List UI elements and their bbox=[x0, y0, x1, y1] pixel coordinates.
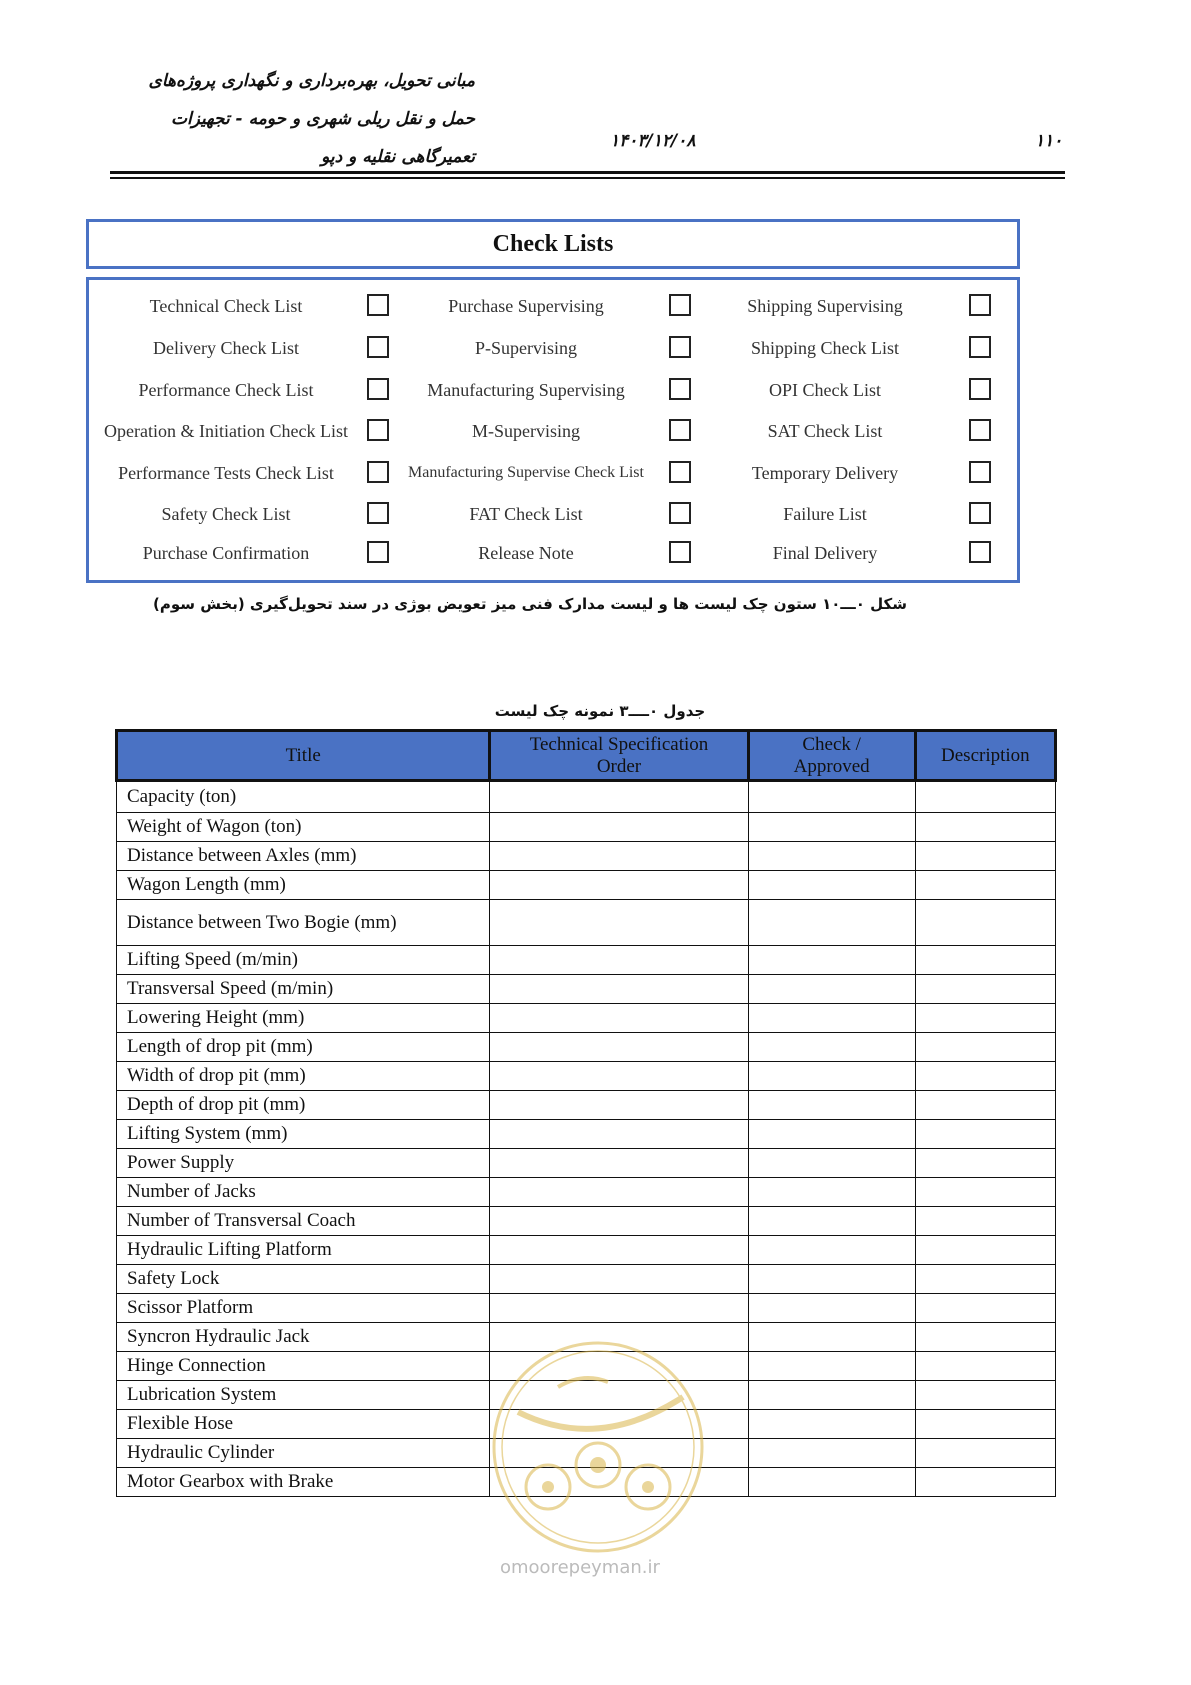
row-description-cell[interactable] bbox=[915, 900, 1055, 946]
row-description-cell[interactable] bbox=[915, 842, 1055, 871]
header-description: Description bbox=[915, 731, 1055, 781]
checklist-item-label: Performance Check List bbox=[138, 380, 314, 400]
checklist-item bbox=[89, 500, 1017, 528]
checklist-title-box bbox=[86, 219, 1020, 269]
table-row bbox=[117, 781, 1056, 813]
row-check-approved-cell[interactable] bbox=[748, 1207, 915, 1236]
row-technical-specification-cell[interactable] bbox=[490, 781, 748, 813]
table-caption: جدول ۰ــــ۳ نمونه چک لیست bbox=[494, 702, 706, 720]
row-title: Scissor Platform bbox=[117, 1294, 490, 1323]
row-description-cell[interactable] bbox=[915, 1381, 1055, 1410]
table-row bbox=[117, 1062, 1056, 1091]
checklist-item-label: Delivery Check List bbox=[153, 338, 299, 358]
checklist-item bbox=[89, 459, 1017, 487]
row-technical-specification-cell[interactable] bbox=[490, 1091, 748, 1120]
row-description-cell[interactable] bbox=[915, 1004, 1055, 1033]
row-description-cell[interactable] bbox=[915, 1265, 1055, 1294]
row-title: Hinge Connection bbox=[117, 1352, 490, 1381]
row-technical-specification-cell[interactable] bbox=[490, 1033, 748, 1062]
checklist-item-label: Safety Check List bbox=[161, 504, 291, 524]
title-line: مبانی تحویل، بهره‌برداری و نگهداری پروژه‌های bbox=[148, 71, 475, 91]
row-description-cell[interactable] bbox=[915, 1294, 1055, 1323]
row-check-approved-cell[interactable] bbox=[748, 1033, 915, 1062]
row-description-cell[interactable] bbox=[915, 1120, 1055, 1149]
row-technical-specification-cell[interactable] bbox=[490, 975, 748, 1004]
table-row bbox=[117, 1178, 1056, 1207]
checklist-item-label: Operation & Initiation Check List bbox=[104, 421, 348, 441]
row-description-cell[interactable] bbox=[915, 1410, 1055, 1439]
checklist-item-label: OPI Check List bbox=[769, 380, 881, 400]
row-technical-specification-cell[interactable] bbox=[490, 1236, 748, 1265]
row-title: Syncron Hydraulic Jack bbox=[117, 1323, 490, 1352]
row-title: Depth of drop pit (mm) bbox=[117, 1091, 490, 1120]
checklist-item bbox=[89, 292, 1017, 320]
table-row bbox=[117, 1091, 1056, 1120]
checklist-item bbox=[89, 376, 1017, 404]
title-line: تعمیرگاهی نقلیه و دپو bbox=[321, 147, 475, 167]
checklist-item-label: Purchase Confirmation bbox=[142, 543, 310, 563]
checklist-item-label: Shipping Supervising bbox=[747, 296, 903, 316]
table-row bbox=[117, 1207, 1056, 1236]
row-check-approved-cell[interactable] bbox=[748, 781, 915, 813]
row-title: Capacity (ton) bbox=[117, 781, 490, 813]
header-title: Title bbox=[117, 731, 490, 781]
header-check-approved: Check / Approved bbox=[748, 731, 915, 781]
checklist-item-label: Failure List bbox=[783, 504, 867, 524]
checklist-panel bbox=[86, 277, 1020, 583]
row-check-approved-cell[interactable] bbox=[748, 1439, 915, 1468]
row-technical-specification-cell[interactable] bbox=[490, 1120, 748, 1149]
row-technical-specification-cell[interactable] bbox=[490, 1178, 748, 1207]
row-title: Flexible Hose bbox=[117, 1410, 490, 1439]
checklist-item-label: M-Supervising bbox=[472, 421, 580, 441]
row-description-cell[interactable] bbox=[915, 1207, 1055, 1236]
row-technical-specification-cell[interactable] bbox=[490, 1207, 748, 1236]
page-number: ۱۱۰ bbox=[1035, 131, 1063, 151]
row-title: Lifting Speed (m/min) bbox=[117, 946, 490, 975]
table-row bbox=[117, 1265, 1056, 1294]
row-description-cell[interactable] bbox=[915, 1352, 1055, 1381]
row-check-approved-cell[interactable] bbox=[748, 1178, 915, 1207]
row-title: Weight of Wagon (ton) bbox=[117, 813, 490, 842]
row-title: Lifting System (mm) bbox=[117, 1120, 490, 1149]
row-technical-specification-cell[interactable] bbox=[490, 871, 748, 900]
row-title: Power Supply bbox=[117, 1149, 490, 1178]
checklist-title: Check Lists bbox=[492, 230, 614, 257]
checklist-item-label: Manufacturing Supervise Check List bbox=[408, 464, 644, 481]
header-rule bbox=[110, 171, 1065, 174]
title-line: حمل و نقل ریلی شهری و حومه - تجهیزات bbox=[170, 109, 475, 129]
figure-caption: شکل ۰ـــ۱۰ ستون چک لیست ها و لیست مدارک فنی میز تعویض بوژی در سند تحویل‌گیری (بخش سوم) bbox=[152, 595, 908, 613]
checklist-checkbox[interactable] bbox=[969, 541, 991, 563]
row-title: Transversal Speed (m/min) bbox=[117, 975, 490, 1004]
row-description-cell[interactable] bbox=[915, 1439, 1055, 1468]
checklist-item-label: Manufacturing Supervising bbox=[427, 380, 625, 400]
checklist-checkbox[interactable] bbox=[969, 336, 991, 358]
row-technical-specification-cell[interactable] bbox=[490, 1294, 748, 1323]
watermark-url: omoorepeyman.ir bbox=[500, 1557, 660, 1578]
row-title: Lowering Height (mm) bbox=[117, 1004, 490, 1033]
table-row bbox=[117, 1294, 1056, 1323]
watermark-logo bbox=[488, 1337, 708, 1557]
row-title: Distance between Axles (mm) bbox=[117, 842, 490, 871]
checklist-item-label: Shipping Check List bbox=[751, 338, 899, 358]
row-technical-specification-cell[interactable] bbox=[490, 813, 748, 842]
checklist-item bbox=[89, 417, 1017, 445]
row-technical-specification-cell[interactable] bbox=[490, 946, 748, 975]
row-check-approved-cell[interactable] bbox=[748, 1120, 915, 1149]
checklist-item-label: SAT Check List bbox=[767, 421, 883, 441]
row-description-cell[interactable] bbox=[915, 871, 1055, 900]
row-title: Width of drop pit (mm) bbox=[117, 1062, 490, 1091]
checklist-item-label: Temporary Delivery bbox=[751, 463, 899, 483]
row-description-cell[interactable] bbox=[915, 975, 1055, 1004]
row-technical-specification-cell[interactable] bbox=[490, 842, 748, 871]
row-check-approved-cell[interactable] bbox=[748, 900, 915, 946]
checklist-item-label: Final Delivery bbox=[772, 543, 878, 563]
table-row bbox=[117, 1004, 1056, 1033]
row-check-approved-cell[interactable] bbox=[748, 1004, 915, 1033]
table-row bbox=[117, 842, 1056, 871]
row-check-approved-cell[interactable] bbox=[748, 1091, 915, 1120]
checklist-item bbox=[89, 334, 1017, 362]
row-check-approved-cell[interactable] bbox=[748, 1381, 915, 1410]
table-row bbox=[117, 900, 1056, 946]
row-technical-specification-cell[interactable] bbox=[490, 1149, 748, 1178]
document-date: ۱۴۰۳/۱۲/۰۸ bbox=[610, 131, 696, 151]
checklist-item-label: Technical Check List bbox=[149, 296, 303, 316]
row-check-approved-cell[interactable] bbox=[748, 1265, 915, 1294]
table-row bbox=[117, 946, 1056, 975]
row-description-cell[interactable] bbox=[915, 1468, 1055, 1497]
row-description-cell[interactable] bbox=[915, 1149, 1055, 1178]
row-check-approved-cell[interactable] bbox=[748, 1352, 915, 1381]
header-technical-specification: Technical Specification Order bbox=[490, 731, 748, 781]
checklist-checkbox[interactable] bbox=[969, 294, 991, 316]
table-row bbox=[117, 975, 1056, 1004]
row-check-approved-cell[interactable] bbox=[748, 1294, 915, 1323]
header-rule bbox=[110, 177, 1065, 179]
row-description-cell[interactable] bbox=[915, 1062, 1055, 1091]
row-title: Length of drop pit (mm) bbox=[117, 1033, 490, 1062]
table-row bbox=[117, 1236, 1056, 1265]
row-description-cell[interactable] bbox=[915, 1323, 1055, 1352]
checklist-checkbox[interactable] bbox=[969, 419, 991, 441]
row-title: Number of Transversal Coach bbox=[117, 1207, 490, 1236]
row-check-approved-cell[interactable] bbox=[748, 1468, 915, 1497]
table-row bbox=[117, 813, 1056, 842]
row-check-approved-cell[interactable] bbox=[748, 1323, 915, 1352]
checklist-item-label: P-Supervising bbox=[474, 338, 577, 358]
row-description-cell[interactable] bbox=[915, 781, 1055, 813]
row-check-approved-cell[interactable] bbox=[748, 842, 915, 871]
row-description-cell[interactable] bbox=[915, 813, 1055, 842]
checklist-item-label: FAT Check List bbox=[469, 504, 583, 524]
table-row bbox=[117, 1120, 1056, 1149]
row-title: Hydraulic Cylinder bbox=[117, 1439, 490, 1468]
row-title: Number of Jacks bbox=[117, 1178, 490, 1207]
document-title bbox=[130, 62, 475, 176]
row-check-approved-cell[interactable] bbox=[748, 813, 915, 842]
row-title: Safety Lock bbox=[117, 1265, 490, 1294]
row-title: Lubrication System bbox=[117, 1381, 490, 1410]
row-title: Hydraulic Lifting Platform bbox=[117, 1236, 490, 1265]
row-description-cell[interactable] bbox=[915, 1236, 1055, 1265]
row-check-approved-cell[interactable] bbox=[748, 946, 915, 975]
row-check-approved-cell[interactable] bbox=[748, 1062, 915, 1091]
row-title: Distance between Two Bogie (mm) bbox=[117, 900, 490, 946]
row-check-approved-cell[interactable] bbox=[748, 1410, 915, 1439]
row-technical-specification-cell[interactable] bbox=[490, 1062, 748, 1091]
checklist-item-label: Performance Tests Check List bbox=[118, 463, 334, 483]
checklist-checkbox[interactable] bbox=[969, 461, 991, 483]
row-check-approved-cell[interactable] bbox=[748, 1149, 915, 1178]
row-description-cell[interactable] bbox=[915, 946, 1055, 975]
row-technical-specification-cell[interactable] bbox=[490, 1004, 748, 1033]
table-row bbox=[117, 1033, 1056, 1062]
checklist-checkbox[interactable] bbox=[969, 378, 991, 400]
table-row bbox=[117, 871, 1056, 900]
table-row bbox=[117, 1149, 1056, 1178]
checklist-item bbox=[89, 539, 1017, 567]
row-check-approved-cell[interactable] bbox=[748, 975, 915, 1004]
row-check-approved-cell[interactable] bbox=[748, 1236, 915, 1265]
row-description-cell[interactable] bbox=[915, 1091, 1055, 1120]
checklist-item-label: Release Note bbox=[478, 543, 574, 563]
checklist-item-label: Purchase Supervising bbox=[448, 296, 604, 316]
row-title: Motor Gearbox with Brake bbox=[117, 1468, 490, 1497]
row-technical-specification-cell[interactable] bbox=[490, 900, 748, 946]
row-check-approved-cell[interactable] bbox=[748, 871, 915, 900]
row-description-cell[interactable] bbox=[915, 1033, 1055, 1062]
checklist-checkbox[interactable] bbox=[969, 502, 991, 524]
row-description-cell[interactable] bbox=[915, 1178, 1055, 1207]
table-header-row bbox=[117, 731, 1056, 781]
row-title: Wagon Length (mm) bbox=[117, 871, 490, 900]
row-technical-specification-cell[interactable] bbox=[490, 1265, 748, 1294]
